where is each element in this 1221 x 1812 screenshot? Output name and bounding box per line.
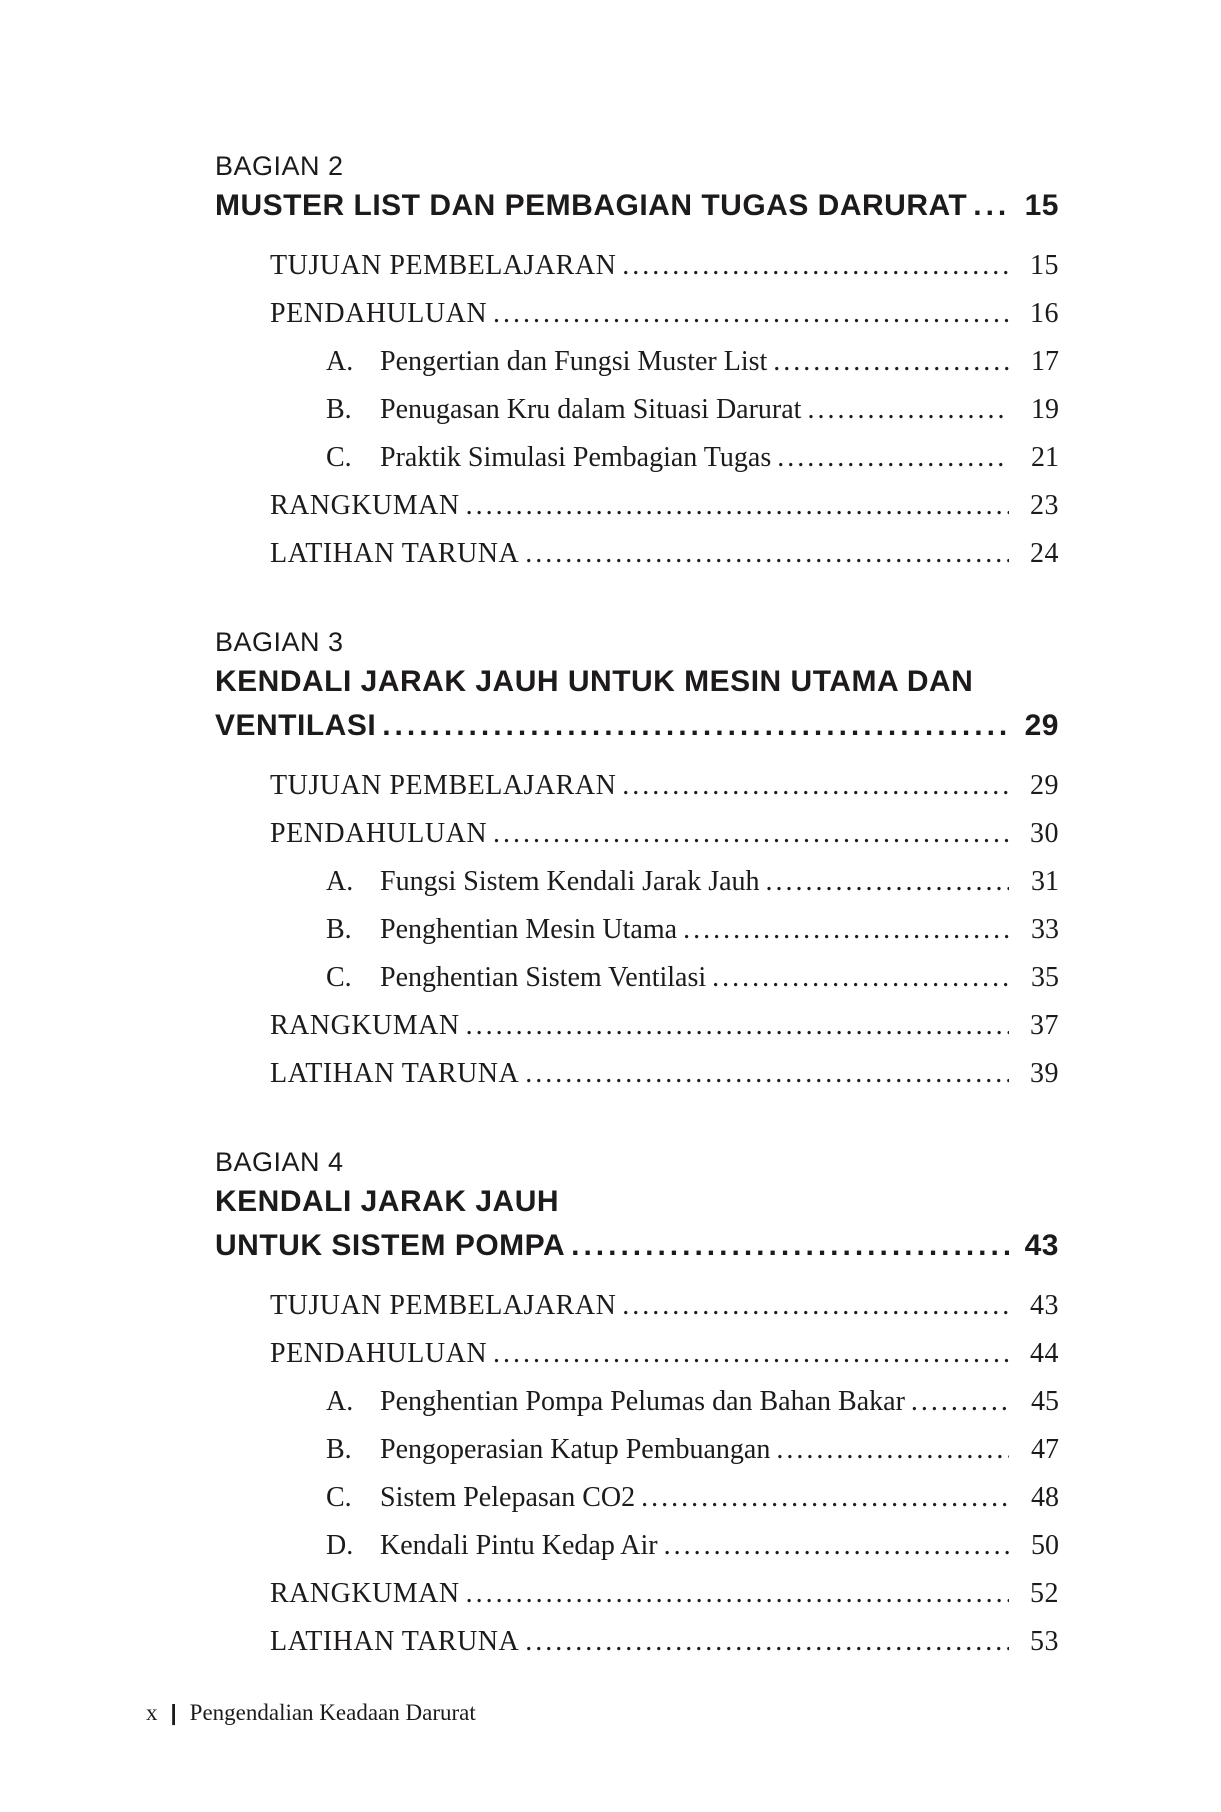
toc-entry — [215, 954, 1059, 1002]
section-page-number: 29 — [1024, 709, 1059, 742]
part-label: BAGIAN 3 — [215, 627, 344, 657]
toc-section-bagian-3 — [215, 624, 1059, 1098]
entry-page-number: 52 — [1030, 1578, 1059, 1609]
dot-leader — [911, 1378, 1009, 1426]
dot-leader — [525, 1618, 1009, 1666]
section-title-line — [215, 184, 1059, 228]
section-page-number: 15 — [1024, 189, 1059, 222]
entry-page-number: 16 — [1030, 298, 1059, 329]
entry-page-number: 45 — [1031, 1386, 1059, 1417]
toc-entry — [215, 1522, 1059, 1570]
entry-label: Pengertian dan Fungsi Muster List — [380, 346, 768, 377]
dot-leader — [766, 858, 1009, 906]
entry-label: Penghentian Mesin Utama — [380, 914, 678, 945]
part-label: BAGIAN 4 — [215, 1147, 344, 1177]
toc-entry — [215, 1426, 1059, 1474]
entry-label: PENDAHULUAN — [270, 298, 488, 329]
entry-page-number: 23 — [1030, 490, 1059, 521]
section-title-line — [215, 704, 1059, 748]
entry-label: LATIHAN TARUNA — [270, 1058, 520, 1089]
toc-entry — [215, 386, 1059, 434]
toc-entry — [215, 242, 1059, 290]
toc-entry — [215, 530, 1059, 578]
entry-letter: B. — [326, 914, 352, 945]
entry-label: Kendali Pintu Kedap Air — [380, 1530, 658, 1561]
dot-leader — [622, 242, 1009, 290]
section-title-line — [215, 660, 1059, 704]
section-title: KENDALI JARAK JAUH — [215, 1185, 560, 1218]
dot-leader — [712, 954, 1009, 1002]
entry-page-number: 47 — [1031, 1434, 1059, 1465]
dot-leader — [683, 906, 1009, 954]
entry-letter: B. — [326, 394, 352, 425]
toc-entry — [215, 1474, 1059, 1522]
dot-leader — [773, 338, 1009, 386]
toc-section-bagian-4 — [215, 1144, 1059, 1666]
entry-letter: A. — [326, 866, 354, 897]
entry-page-number: 33 — [1031, 914, 1059, 945]
entry-letter: B. — [326, 1434, 352, 1465]
dot-leader — [493, 810, 1009, 858]
entry-letter: A. — [326, 1386, 354, 1417]
entry-label: Penghentian Pompa Pelumas dan Bahan Bakar — [380, 1386, 905, 1417]
entry-page-number: 31 — [1031, 866, 1059, 897]
toc-entry — [215, 906, 1059, 954]
toc-entry — [215, 1618, 1059, 1666]
entry-page-number: 15 — [1030, 250, 1059, 281]
dot-leader — [525, 530, 1009, 578]
entry-letter: C. — [326, 442, 352, 473]
toc-entries — [215, 1282, 1059, 1666]
toc-entry — [215, 482, 1059, 530]
table-of-contents — [215, 148, 1059, 1666]
entry-page-number: 21 — [1031, 442, 1059, 473]
toc-entry — [215, 338, 1059, 386]
entry-page-number: 48 — [1031, 1482, 1059, 1513]
entry-label: Penghentian Sistem Ventilasi — [380, 962, 707, 993]
entry-page-number: 17 — [1031, 346, 1059, 377]
toc-entry — [215, 1050, 1059, 1098]
footer-separator: | — [170, 1700, 177, 1725]
dot-leader — [493, 1330, 1009, 1378]
entry-label: PENDAHULUAN — [270, 818, 488, 849]
toc-entry — [215, 810, 1059, 858]
entry-label: RANGKUMAN — [270, 1578, 460, 1609]
entry-label: Praktik Simulasi Pembagian Tugas — [380, 442, 772, 473]
entry-page-number: 29 — [1030, 770, 1059, 801]
entry-label: TUJUAN PEMBELAJARAN — [270, 770, 617, 801]
entry-label: PENDAHULUAN — [270, 1338, 488, 1369]
entry-letter: A. — [326, 346, 354, 377]
dot-leader — [622, 762, 1009, 810]
entry-label: LATIHAN TARUNA — [270, 538, 520, 569]
toc-entries — [215, 242, 1059, 578]
section-title: MUSTER LIST DAN PEMBAGIAN TUGAS DARURAT — [215, 189, 968, 222]
entry-label: Sistem Pelepasan CO2 — [380, 1482, 636, 1513]
entry-page-number: 39 — [1030, 1058, 1059, 1089]
section-page-number: 43 — [1024, 1229, 1059, 1262]
entry-label: RANGKUMAN — [270, 1010, 460, 1041]
toc-entry — [215, 1378, 1059, 1426]
entry-page-number: 24 — [1030, 538, 1059, 569]
dot-leader — [525, 1050, 1009, 1098]
section-title-line — [215, 1180, 1059, 1224]
section-title: VENTILASI — [215, 709, 377, 742]
entry-label: RANGKUMAN — [270, 490, 460, 521]
dot-leader — [493, 290, 1009, 338]
dot-leader — [571, 1224, 1009, 1268]
page-footer — [146, 1698, 476, 1728]
section-title-line — [215, 1224, 1059, 1268]
toc-entry — [215, 290, 1059, 338]
footer-book-title: Pengendalian Keadaan Darurat — [189, 1700, 476, 1725]
entry-label: TUJUAN PEMBELAJARAN — [270, 1290, 617, 1321]
entry-label: Pengoperasian Katup Pembuangan — [380, 1434, 771, 1465]
toc-section-bagian-2 — [215, 148, 1059, 578]
entry-page-number: 30 — [1030, 818, 1059, 849]
entry-letter: C. — [326, 1482, 352, 1513]
dot-leader — [973, 184, 1009, 228]
dot-leader — [664, 1522, 1009, 1570]
dot-leader — [466, 1002, 1009, 1050]
toc-entry — [215, 1282, 1059, 1330]
dot-leader — [382, 704, 1009, 748]
toc-entry — [215, 1002, 1059, 1050]
footer-page-number: x — [146, 1700, 158, 1725]
toc-entry — [215, 858, 1059, 906]
dot-leader — [466, 482, 1009, 530]
toc-entries — [215, 762, 1059, 1098]
entry-page-number: 37 — [1030, 1010, 1059, 1041]
entry-label: Penugasan Kru dalam Situasi Darurat — [380, 394, 802, 425]
toc-entry — [215, 1330, 1059, 1378]
toc-entry — [215, 762, 1059, 810]
entry-letter: D. — [326, 1530, 354, 1561]
section-title: KENDALI JARAK JAUH UNTUK MESIN UTAMA DAN — [215, 665, 974, 698]
dot-leader — [622, 1282, 1009, 1330]
toc-entry — [215, 434, 1059, 482]
dot-leader — [777, 434, 1009, 482]
dot-leader — [466, 1570, 1009, 1618]
entry-page-number: 44 — [1030, 1338, 1059, 1369]
entry-label: LATIHAN TARUNA — [270, 1626, 520, 1657]
entry-label: Fungsi Sistem Kendali Jarak Jauh — [380, 866, 760, 897]
entry-page-number: 35 — [1031, 962, 1059, 993]
entry-page-number: 19 — [1031, 394, 1059, 425]
part-label: BAGIAN 2 — [215, 151, 344, 181]
dot-leader — [807, 386, 1009, 434]
entry-page-number: 53 — [1030, 1626, 1059, 1657]
entry-page-number: 43 — [1030, 1290, 1059, 1321]
dot-leader — [776, 1426, 1009, 1474]
section-title: UNTUK SISTEM POMPA — [215, 1229, 566, 1262]
dot-leader — [641, 1474, 1009, 1522]
entry-label: TUJUAN PEMBELAJARAN — [270, 250, 617, 281]
entry-page-number: 50 — [1031, 1530, 1059, 1561]
entry-letter: C. — [326, 962, 352, 993]
toc-entry — [215, 1570, 1059, 1618]
